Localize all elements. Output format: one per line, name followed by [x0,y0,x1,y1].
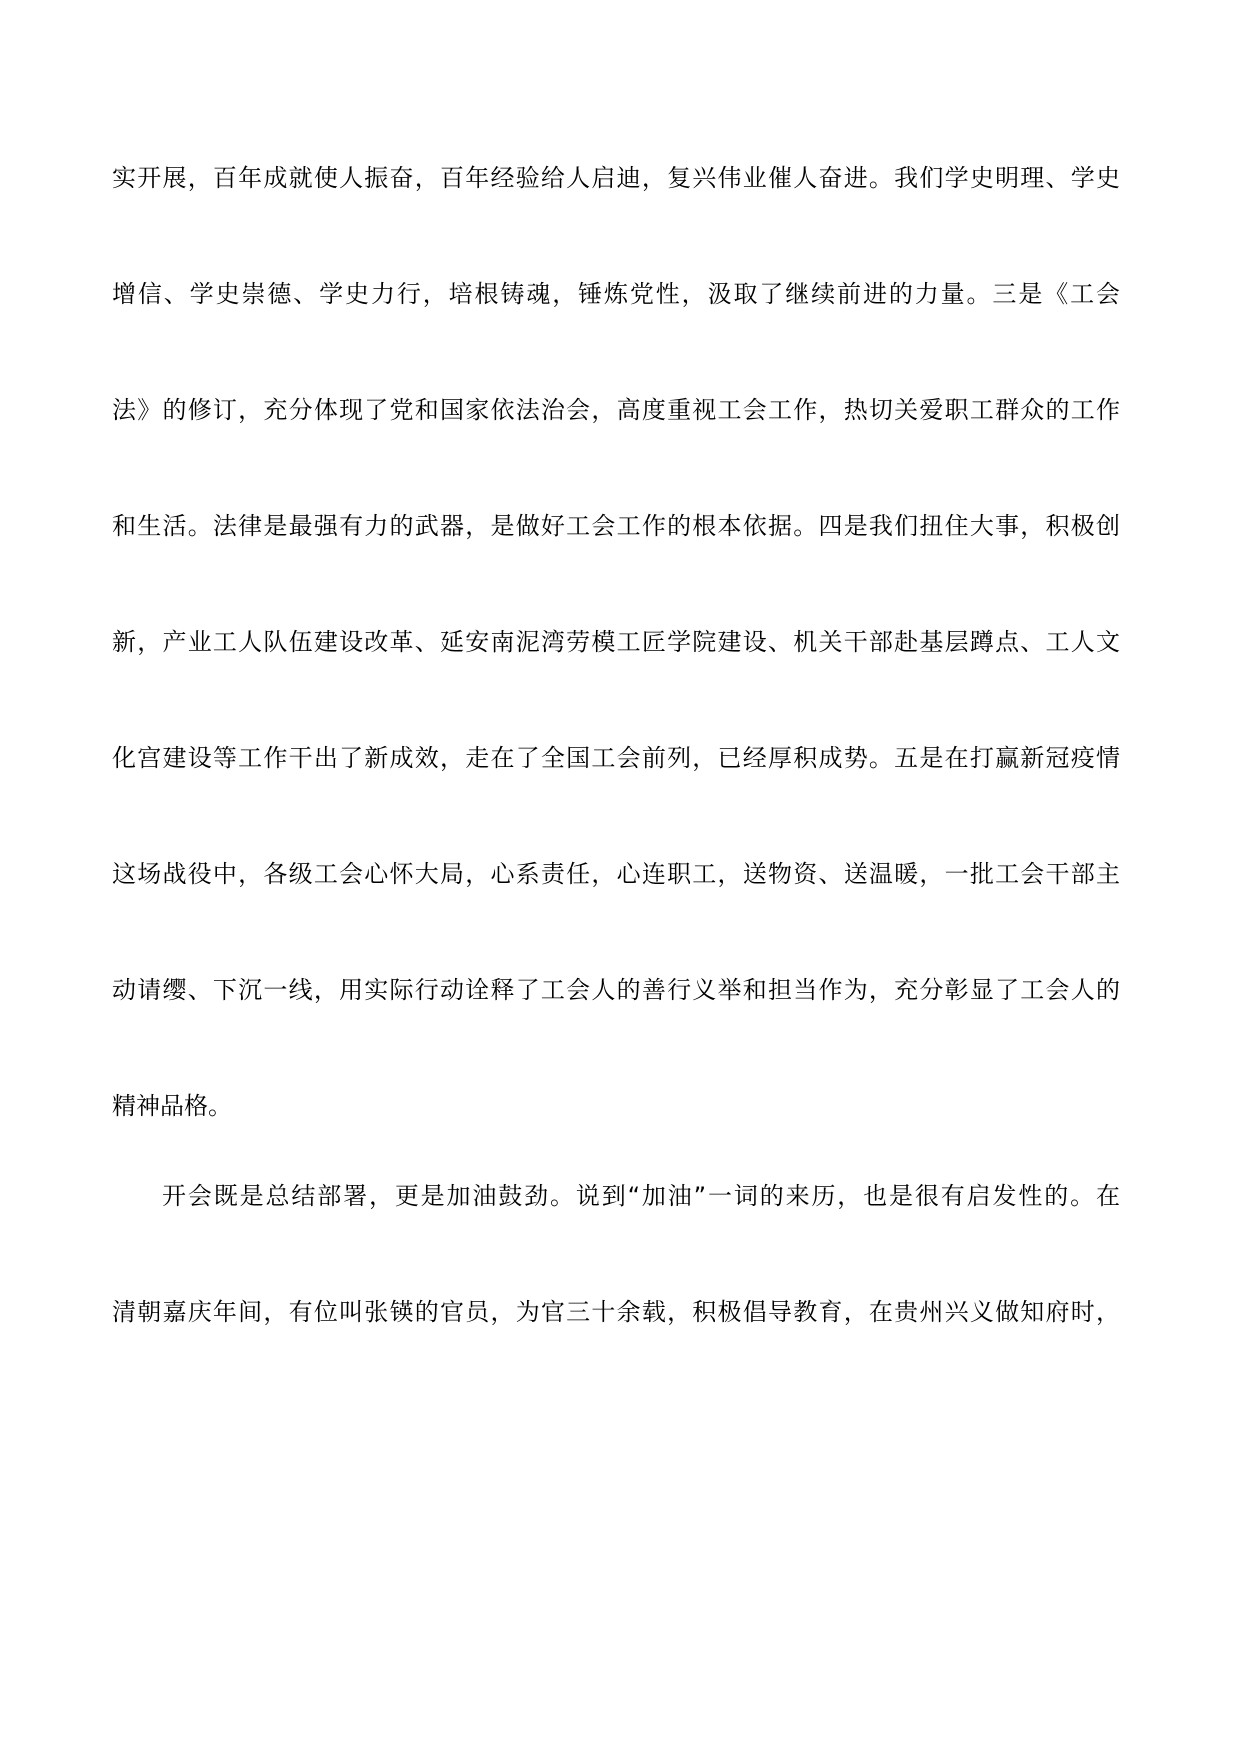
paragraph-line-8: 动请缨、下沉一线，用实际行动诠释了工会人的善行义举和担当作为，充分彰显了工会人的 [112,976,1120,1004]
paragraph-line-3: 法》的修订，充分体现了党和国家依法治会，高度重视工会工作，热切关爱职工群众的工作 [112,396,1120,424]
paragraph-line-9: 精神品格。 [112,1092,232,1120]
paragraph-line-1: 实开展，百年成就使人振奋，百年经验给人启迪，复兴伟业催人奋进。我们学史明理、学史 [112,164,1120,192]
paragraph-line-11: 清朝嘉庆年间，有位叫张锳的官员，为官三十余载，积极倡导教育，在贵州兴义做知府时， [112,1298,1120,1326]
paragraph-line-5: 新，产业工人队伍建设改革、延安南泥湾劳模工匠学院建设、机关干部赴基层蹲点、工人文 [112,628,1120,656]
paragraph-line-10: 开会既是总结部署，更是加油鼓劲。说到“加油”一词的来历，也是很有启发性的。在 [162,1182,1120,1210]
paragraph-line-7: 这场战役中，各级工会心怀大局，心系责任，心连职工，送物资、送温暖，一批工会干部主 [112,860,1120,888]
paragraph-line-6: 化宫建设等工作干出了新成效，走在了全国工会前列，已经厚积成势。五是在打赢新冠疫情 [112,744,1120,772]
paragraph-line-2: 增信、学史崇德、学史力行，培根铸魂，锤炼党性，汲取了继续前进的力量。三是《工会 [112,280,1120,308]
paragraph-line-4: 和生活。法律是最强有力的武器，是做好工会工作的根本依据。四是我们扭住大事，积极创 [112,512,1120,540]
